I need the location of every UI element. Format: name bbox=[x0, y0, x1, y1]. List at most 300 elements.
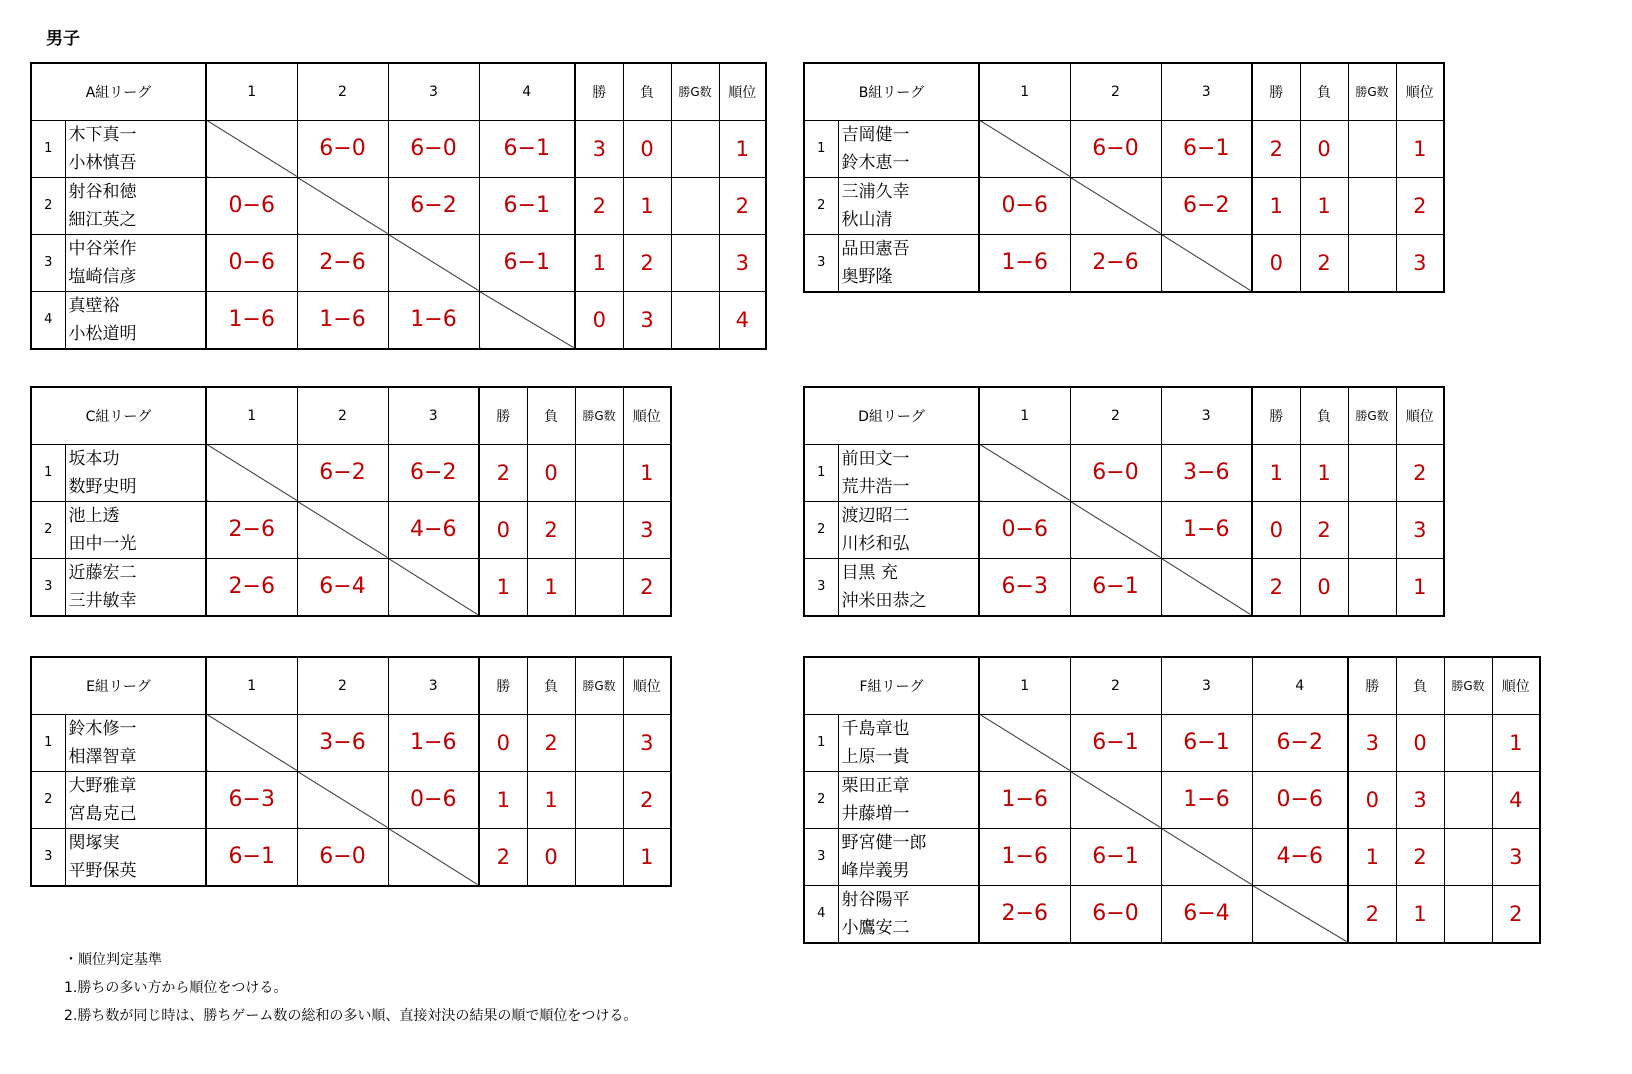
win-count: 2 bbox=[479, 828, 527, 886]
game-wins bbox=[1348, 444, 1396, 501]
match-score: 2−6 bbox=[297, 234, 388, 291]
player-number: 1 bbox=[31, 120, 65, 177]
player-name: 目黒 充 bbox=[841, 562, 898, 583]
win-count: 3 bbox=[575, 120, 623, 177]
table-row bbox=[804, 177, 1444, 234]
win-count: 1 bbox=[1252, 444, 1300, 501]
pair-names bbox=[838, 771, 979, 828]
rank: 3 bbox=[719, 234, 766, 291]
self-match-cell bbox=[388, 828, 479, 886]
win-count: 1 bbox=[1252, 177, 1300, 234]
match-score: 4−6 bbox=[1252, 828, 1348, 885]
win-count: 1 bbox=[575, 234, 623, 291]
pair-names bbox=[838, 501, 979, 558]
rank: 1 bbox=[623, 828, 671, 886]
game-wins bbox=[671, 120, 719, 177]
table-row bbox=[804, 234, 1444, 292]
win-count: 1 bbox=[479, 771, 527, 828]
player-name: 中谷栄作 bbox=[68, 238, 137, 259]
player-name: 田中一光 bbox=[68, 533, 137, 554]
rank: 1 bbox=[719, 120, 766, 177]
self-match-cell bbox=[1252, 885, 1348, 943]
self-match-cell bbox=[1070, 177, 1161, 234]
pair-names bbox=[65, 120, 206, 177]
self-match-cell bbox=[388, 234, 479, 291]
player-name: 品田憲吾 bbox=[841, 238, 910, 259]
col-header: 1 bbox=[979, 387, 1070, 444]
league-name: A組リーグ bbox=[31, 63, 206, 120]
table-row bbox=[804, 444, 1444, 501]
match-score: 1−6 bbox=[979, 828, 1070, 885]
col-header: 3 bbox=[388, 657, 479, 714]
loss-count: 0 bbox=[1300, 120, 1348, 177]
match-score: 6−1 bbox=[1070, 558, 1161, 616]
col-header: 2 bbox=[1070, 657, 1161, 714]
game-wins bbox=[575, 558, 623, 616]
ranking-criteria-notes bbox=[64, 946, 637, 1030]
loss-count: 2 bbox=[623, 234, 671, 291]
rank: 4 bbox=[719, 291, 766, 349]
pair-names bbox=[65, 234, 206, 291]
match-score: 3−6 bbox=[297, 714, 388, 771]
table-row bbox=[31, 120, 766, 177]
table-row bbox=[31, 177, 766, 234]
table-row bbox=[31, 444, 671, 501]
loss-count: 2 bbox=[1300, 501, 1348, 558]
rank-header: 順位 bbox=[1492, 657, 1540, 714]
player-number: 1 bbox=[804, 714, 838, 771]
loss-count: 1 bbox=[1300, 444, 1348, 501]
game-wins-header: 勝G数 bbox=[1348, 387, 1396, 444]
league-table-a bbox=[30, 62, 767, 350]
player-number: 3 bbox=[31, 828, 65, 886]
match-score: 6−4 bbox=[297, 558, 388, 616]
table-row bbox=[31, 234, 766, 291]
player-name: 渡辺昭二 bbox=[841, 505, 910, 526]
match-score: 6−2 bbox=[1161, 177, 1252, 234]
match-score: 2−6 bbox=[979, 885, 1070, 943]
player-number: 2 bbox=[31, 771, 65, 828]
match-score: 6−0 bbox=[297, 120, 388, 177]
rank: 2 bbox=[623, 771, 671, 828]
loss-count: 1 bbox=[527, 771, 575, 828]
game-wins-header: 勝G数 bbox=[1444, 657, 1492, 714]
player-number: 2 bbox=[804, 177, 838, 234]
league-table-d bbox=[803, 386, 1445, 617]
game-wins bbox=[575, 444, 623, 501]
win-header: 勝 bbox=[1348, 657, 1396, 714]
player-name: 沖米田恭之 bbox=[841, 590, 927, 611]
loss-count: 0 bbox=[623, 120, 671, 177]
table-row bbox=[804, 558, 1444, 616]
player-name: 鈴木修一 bbox=[68, 718, 137, 739]
player-name: 相澤智章 bbox=[68, 746, 137, 767]
loss-count: 0 bbox=[527, 444, 575, 501]
player-name: 三浦久幸 bbox=[841, 181, 910, 202]
loss-count: 1 bbox=[623, 177, 671, 234]
loss-header: 負 bbox=[527, 387, 575, 444]
pair-names bbox=[838, 120, 979, 177]
pair-names bbox=[838, 558, 979, 616]
loss-count: 0 bbox=[1300, 558, 1348, 616]
col-header: 1 bbox=[979, 63, 1070, 120]
league-table-e bbox=[30, 656, 672, 887]
match-score: 1−6 bbox=[979, 234, 1070, 292]
rank: 2 bbox=[1396, 177, 1444, 234]
player-name: 射谷陽平 bbox=[841, 889, 910, 910]
self-match-cell bbox=[1161, 558, 1252, 616]
player-name: 奥野隆 bbox=[841, 266, 893, 287]
match-score: 6−3 bbox=[979, 558, 1070, 616]
game-wins bbox=[671, 234, 719, 291]
player-name: 峰岸義男 bbox=[841, 860, 910, 881]
game-wins bbox=[1444, 771, 1492, 828]
game-wins bbox=[575, 771, 623, 828]
player-name: 川杉和弘 bbox=[841, 533, 910, 554]
rank-header: 順位 bbox=[1396, 63, 1444, 120]
self-match-cell bbox=[1161, 828, 1252, 885]
table-row bbox=[804, 120, 1444, 177]
league-table-b bbox=[803, 62, 1445, 293]
pair-names bbox=[65, 444, 206, 501]
game-wins-header: 勝G数 bbox=[671, 63, 719, 120]
player-name: 小林慎吾 bbox=[68, 152, 137, 173]
table-row bbox=[31, 714, 671, 771]
match-score: 0−6 bbox=[979, 501, 1070, 558]
rank: 2 bbox=[623, 558, 671, 616]
win-count: 0 bbox=[1252, 501, 1300, 558]
player-name: 真壁裕 bbox=[68, 295, 120, 316]
pair-names bbox=[838, 177, 979, 234]
loss-count: 1 bbox=[1300, 177, 1348, 234]
player-name: 池上透 bbox=[68, 505, 120, 526]
col-header: 4 bbox=[1252, 657, 1348, 714]
col-header: 3 bbox=[388, 63, 479, 120]
match-score: 6−1 bbox=[1070, 714, 1161, 771]
pair-names bbox=[65, 501, 206, 558]
notes-rule-1: 1.勝ちの多い方から順位をつける。 bbox=[64, 980, 288, 996]
player-name: 塩崎信彦 bbox=[68, 266, 137, 287]
pair-names bbox=[838, 714, 979, 771]
self-match-cell bbox=[1070, 771, 1161, 828]
rank: 1 bbox=[1396, 558, 1444, 616]
table-row bbox=[804, 771, 1540, 828]
player-name: 小松道明 bbox=[68, 323, 137, 344]
player-number: 2 bbox=[31, 501, 65, 558]
self-match-cell bbox=[206, 120, 297, 177]
player-name: 木下真一 bbox=[68, 124, 137, 145]
col-header: 3 bbox=[388, 387, 479, 444]
win-count: 0 bbox=[1252, 234, 1300, 292]
player-name: 前田文一 bbox=[841, 448, 910, 469]
loss-header: 負 bbox=[623, 63, 671, 120]
player-name: 秋山清 bbox=[841, 209, 893, 230]
match-score: 6−4 bbox=[1161, 885, 1252, 943]
game-wins bbox=[575, 714, 623, 771]
loss-count: 2 bbox=[527, 501, 575, 558]
win-count: 2 bbox=[1252, 120, 1300, 177]
match-score: 2−6 bbox=[206, 501, 297, 558]
self-match-cell bbox=[206, 714, 297, 771]
match-score: 0−6 bbox=[388, 771, 479, 828]
pair-names bbox=[838, 828, 979, 885]
match-score: 6−2 bbox=[1252, 714, 1348, 771]
league-name: D組リーグ bbox=[804, 387, 979, 444]
win-count: 3 bbox=[1348, 714, 1396, 771]
rank: 3 bbox=[1492, 828, 1540, 885]
table-row bbox=[31, 501, 671, 558]
match-score: 6−1 bbox=[1070, 828, 1161, 885]
match-score: 6−2 bbox=[388, 177, 479, 234]
notes-rule-2: 2.勝ち数が同じ時は、勝ちゲーム数の総和の多い順、直接対決の結果の順で順位をつける。 bbox=[64, 1008, 638, 1024]
game-wins bbox=[1444, 828, 1492, 885]
player-name: 射谷和徳 bbox=[68, 181, 137, 202]
player-number: 2 bbox=[804, 501, 838, 558]
rank: 2 bbox=[719, 177, 766, 234]
table-row bbox=[804, 714, 1540, 771]
loss-count: 1 bbox=[1396, 885, 1444, 943]
league-table-f bbox=[803, 656, 1541, 944]
self-match-cell bbox=[979, 444, 1070, 501]
player-number: 4 bbox=[31, 291, 65, 349]
player-name: 千島章也 bbox=[841, 718, 910, 739]
col-header: 1 bbox=[206, 657, 297, 714]
game-wins bbox=[1348, 234, 1396, 292]
player-name: 関塚実 bbox=[68, 832, 120, 853]
col-header: 4 bbox=[479, 63, 575, 120]
pair-names bbox=[65, 771, 206, 828]
league-name: C組リーグ bbox=[31, 387, 206, 444]
col-header: 1 bbox=[206, 387, 297, 444]
player-name: 上原一貴 bbox=[841, 746, 910, 767]
win-count: 2 bbox=[1348, 885, 1396, 943]
league-name: B組リーグ bbox=[804, 63, 979, 120]
rank-header: 順位 bbox=[623, 657, 671, 714]
player-number: 1 bbox=[31, 714, 65, 771]
rank: 4 bbox=[1492, 771, 1540, 828]
match-score: 2−6 bbox=[206, 558, 297, 616]
loss-count: 3 bbox=[623, 291, 671, 349]
col-header: 3 bbox=[1161, 63, 1252, 120]
match-score: 0−6 bbox=[206, 177, 297, 234]
pair-names bbox=[65, 177, 206, 234]
win-count: 2 bbox=[1252, 558, 1300, 616]
player-name: 鈴木恵一 bbox=[841, 152, 910, 173]
win-header: 勝 bbox=[1252, 63, 1300, 120]
win-count: 1 bbox=[1348, 828, 1396, 885]
loss-header: 負 bbox=[527, 657, 575, 714]
col-header: 2 bbox=[297, 387, 388, 444]
pair-names bbox=[65, 558, 206, 616]
player-number: 3 bbox=[804, 828, 838, 885]
pair-names bbox=[838, 885, 979, 943]
player-number: 3 bbox=[804, 558, 838, 616]
match-score: 6−0 bbox=[1070, 885, 1161, 943]
self-match-cell bbox=[388, 558, 479, 616]
player-number: 1 bbox=[31, 444, 65, 501]
match-score: 1−6 bbox=[206, 291, 297, 349]
match-score: 2−6 bbox=[1070, 234, 1161, 292]
rank: 2 bbox=[1492, 885, 1540, 943]
match-score: 6−1 bbox=[206, 828, 297, 886]
self-match-cell bbox=[979, 120, 1070, 177]
player-number: 3 bbox=[804, 234, 838, 292]
player-name: 平野保英 bbox=[68, 860, 137, 881]
rank: 3 bbox=[1396, 234, 1444, 292]
loss-count: 1 bbox=[527, 558, 575, 616]
rank-header: 順位 bbox=[1396, 387, 1444, 444]
player-number: 1 bbox=[804, 120, 838, 177]
match-score: 0−6 bbox=[979, 177, 1070, 234]
match-score: 6−0 bbox=[388, 120, 479, 177]
match-score: 6−0 bbox=[1070, 120, 1161, 177]
table-row bbox=[31, 291, 766, 349]
player-name: 荒井浩一 bbox=[841, 476, 910, 497]
player-number: 2 bbox=[804, 771, 838, 828]
self-match-cell bbox=[297, 501, 388, 558]
self-match-cell bbox=[1070, 501, 1161, 558]
col-header: 2 bbox=[297, 657, 388, 714]
match-score: 1−6 bbox=[979, 771, 1070, 828]
pair-names bbox=[65, 291, 206, 349]
match-score: 1−6 bbox=[1161, 771, 1252, 828]
game-wins-header: 勝G数 bbox=[575, 657, 623, 714]
rank: 3 bbox=[1396, 501, 1444, 558]
col-header: 1 bbox=[206, 63, 297, 120]
match-score: 6−1 bbox=[1161, 120, 1252, 177]
game-wins bbox=[575, 828, 623, 886]
match-score: 6−2 bbox=[388, 444, 479, 501]
page-title: 男子 bbox=[46, 29, 80, 49]
match-score: 3−6 bbox=[1161, 444, 1252, 501]
match-score: 6−1 bbox=[1161, 714, 1252, 771]
rank: 3 bbox=[623, 501, 671, 558]
player-number: 3 bbox=[31, 558, 65, 616]
match-score: 6−1 bbox=[479, 177, 575, 234]
match-score: 6−2 bbox=[297, 444, 388, 501]
win-header: 勝 bbox=[479, 657, 527, 714]
player-name: 小鷹安二 bbox=[841, 917, 910, 938]
loss-count: 2 bbox=[527, 714, 575, 771]
game-wins bbox=[1348, 501, 1396, 558]
match-score: 0−6 bbox=[206, 234, 297, 291]
player-name: 野宮健一郎 bbox=[841, 832, 927, 853]
col-header: 3 bbox=[1161, 387, 1252, 444]
table-row bbox=[804, 828, 1540, 885]
game-wins-header: 勝G数 bbox=[1348, 63, 1396, 120]
self-match-cell bbox=[479, 291, 575, 349]
col-header: 2 bbox=[1070, 387, 1161, 444]
player-name: 大野雅章 bbox=[68, 775, 137, 796]
match-score: 1−6 bbox=[388, 291, 479, 349]
rank: 1 bbox=[623, 444, 671, 501]
game-wins bbox=[671, 177, 719, 234]
match-score: 1−6 bbox=[297, 291, 388, 349]
loss-count: 0 bbox=[1396, 714, 1444, 771]
win-header: 勝 bbox=[575, 63, 623, 120]
win-count: 1 bbox=[479, 558, 527, 616]
win-count: 2 bbox=[479, 444, 527, 501]
player-name: 井藤増一 bbox=[841, 803, 910, 824]
rank-header: 順位 bbox=[623, 387, 671, 444]
rank: 1 bbox=[1492, 714, 1540, 771]
player-name: 数野史明 bbox=[68, 476, 137, 497]
match-score: 6−3 bbox=[206, 771, 297, 828]
win-count: 0 bbox=[1348, 771, 1396, 828]
loss-header: 負 bbox=[1396, 657, 1444, 714]
game-wins bbox=[1444, 885, 1492, 943]
player-name: 近藤宏二 bbox=[68, 562, 137, 583]
loss-count: 0 bbox=[527, 828, 575, 886]
table-row bbox=[31, 828, 671, 886]
win-count: 2 bbox=[575, 177, 623, 234]
loss-count: 2 bbox=[1300, 234, 1348, 292]
pair-names bbox=[65, 828, 206, 886]
match-score: 6−0 bbox=[1070, 444, 1161, 501]
self-match-cell bbox=[979, 714, 1070, 771]
rank-header: 順位 bbox=[719, 63, 766, 120]
match-score: 6−1 bbox=[479, 120, 575, 177]
pair-names bbox=[838, 444, 979, 501]
player-number: 2 bbox=[31, 177, 65, 234]
loss-header: 負 bbox=[1300, 387, 1348, 444]
rank: 3 bbox=[623, 714, 671, 771]
player-name: 吉岡健一 bbox=[841, 124, 910, 145]
pair-names bbox=[838, 234, 979, 292]
col-header: 1 bbox=[979, 657, 1070, 714]
player-name: 細江英之 bbox=[68, 209, 137, 230]
loss-count: 2 bbox=[1396, 828, 1444, 885]
table-row bbox=[31, 771, 671, 828]
loss-header: 負 bbox=[1300, 63, 1348, 120]
player-name: 坂本功 bbox=[68, 448, 120, 469]
table-row bbox=[804, 501, 1444, 558]
player-number: 1 bbox=[804, 444, 838, 501]
match-score: 6−1 bbox=[479, 234, 575, 291]
player-name: 三井敏幸 bbox=[68, 590, 137, 611]
match-score: 0−6 bbox=[1252, 771, 1348, 828]
game-wins bbox=[1348, 120, 1396, 177]
win-count: 0 bbox=[479, 714, 527, 771]
player-number: 4 bbox=[804, 885, 838, 943]
game-wins bbox=[1348, 558, 1396, 616]
player-name: 宮島克己 bbox=[68, 803, 137, 824]
match-score: 1−6 bbox=[1161, 501, 1252, 558]
win-count: 0 bbox=[575, 291, 623, 349]
game-wins bbox=[575, 501, 623, 558]
rank: 1 bbox=[1396, 120, 1444, 177]
match-score: 4−6 bbox=[388, 501, 479, 558]
win-header: 勝 bbox=[1252, 387, 1300, 444]
match-score: 6−0 bbox=[297, 828, 388, 886]
win-count: 0 bbox=[479, 501, 527, 558]
col-header: 2 bbox=[1070, 63, 1161, 120]
table-row bbox=[804, 885, 1540, 943]
table-row bbox=[31, 558, 671, 616]
match-score: 1−6 bbox=[388, 714, 479, 771]
win-header: 勝 bbox=[479, 387, 527, 444]
col-header: 3 bbox=[1161, 657, 1252, 714]
self-match-cell bbox=[206, 444, 297, 501]
loss-count: 3 bbox=[1396, 771, 1444, 828]
game-wins-header: 勝G数 bbox=[575, 387, 623, 444]
game-wins bbox=[1348, 177, 1396, 234]
league-table-c bbox=[30, 386, 672, 617]
col-header: 2 bbox=[297, 63, 388, 120]
self-match-cell bbox=[297, 771, 388, 828]
game-wins bbox=[671, 291, 719, 349]
notes-heading: ・順位判定基準 bbox=[64, 952, 162, 968]
